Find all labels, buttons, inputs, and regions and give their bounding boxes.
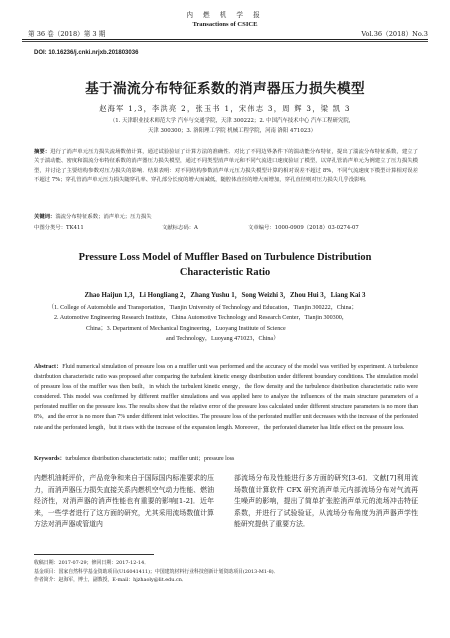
affiliation-en-line: （1. College of Automobile and Transportation，Tianjin University of Technology and Education，Tianjin 300222，China； [48,305,358,311]
keywords-zh [34,212,152,220]
clc-number: 中图分类号：TK411 [34,225,84,231]
body-column-right: 部流场分布及性能进行多方面的研究[3-6]．文献[7]利用流场数值计算软件 CFX 研究消声单元内部流场分布对气流再生噪声的影响，提出了简单扩张腔消声单元的流场冲击特征系数，并进行了试验验证，从流场分布角度为消声器声学性能研究提供了重要方法． [234,474,418,529]
footnote-funding: 基金项目：国家自然科学基金资助项目(U16041411)；中国建筑材料行业科技创新计划资助项目(2013-M1-8)． [34,568,279,575]
abstract-en-text: Fluid numerical simulation of pressure loss on a muffler unit was performed and the accuracy of the model was verified by experiment. A turbulence distribution characteristic ratio was proposed after comparing the turbulent kinetic energy distribution under different boundary conditions. The simulation model of pressure loss of the muffler was then built，in which the turbulent kinetic energy，the flow density and the turbulence distribution characteristic ratio were considered. This model was confirmed by different muffler simulations and was applied here to analyze the influences of the main structure parameters of a perforated muffler on the pressure loss. The results show that the relative error of the pressure loss calculated under different structure parameters is no more than 8%，and the error is no more than 7% under different inlet velocities. The pressure loss of the perforated muffler unit decreases with the increase of the perforated rate and the perforated length，but it rises with the increase of the expansion length. Moreover，the perforated diameter has little effect on the pressure loss. [34,364,419,431]
journal-name-zh: 内 燃 机 学 报 [186,11,264,19]
footnote-author: 作者简介：赵海军，博士，副教授，E-mail：hjzhaoly@lit.edu.cn． [34,577,187,584]
keywords-en [34,453,234,462]
title-en [0,250,450,280]
affiliation-en-line: and Technology，Luoyang 471023，China） [166,336,280,343]
affiliation-en-line: China；3. Department of Mechanical Engineering，Luoyang Institute of Science [86,325,286,332]
header-rule [22,39,428,40]
affiliation-zh-line: （1. 天津职业技术师范大学 汽车与交通学院，天津 300222；2. 中国汽车技术中心 汽车工程研究院， [109,118,355,124]
classification-row [34,223,418,231]
abstract-zh-label: 摘要： [34,149,51,155]
affiliation-zh-line: 天津 300300；3. 洛阳理工学院 机械工程学院，河南 洛阳 471023） [147,127,317,134]
authors-en: Zhao Haijun 1,3，Li Hongliang 2，Zhang Yushu 1，Song Weizhi 3，Zhou Hui 3，Liang Kai 3 [84,292,366,299]
footnote-received: 收稿日期：2017-07-29；修回日期：2017-12-14． [34,560,150,566]
title-en-line: Pressure Loss Model of Muffler Based on Turbulence Distribution [78,252,372,263]
affiliations-zh [54,117,410,137]
abstract-en-label: Abstract： [34,364,63,370]
body-column-left: 内燃机油耗评价，产品竞争和来自于国际国内标准要求的压力，而消声器压力损失直接关系内燃机空气动力性能、燃油经济性，对消声器的消声性能也有重要的影响[1-2]．近年来，一些学者进行了这方面的研究，尤其采用流场数值计算方法对消声器或管道内 [34,474,214,529]
keywords-zh-text: 湍流分布特征系数；消声单元；压力损失 [55,214,152,220]
document-code: 文献标志码：A [162,225,198,231]
doi: DOI: 10.16236/j.cnki.nrjxb.201803036 [34,50,139,56]
running-header-left: 第 36 卷（2018）第 3 期 [28,30,106,38]
abstract-zh-text: 进行了消声单元压力损失流场数值计算，通过试验验证了计算方法的准确性．对比了不同边界条件下的湍动能分布特征，提出了湍流分布特征系数，建立了关于湍动能、密度和湍流分布特征系数的消声器压力损失模型，通过不同类型消声单元和不同气流进口速度验证了模型，以穿孔管消声单元为例建立了压力损失模型，并讨论了主要结构参数对压力损失的影响．结果表明：对不同结构参数消声单元压力损失模型计算的相对误差不超过 8%，不同气流速度下模型计算相对误差不超过 7%；穿孔管消声单元压力损失随穿孔率、穿孔部分长度的增大而减低，随腔体直径的增大而增加，穿孔直径则对压力损失几乎没影响． [34,149,419,184]
footnote [34,559,424,585]
keywords-zh-label: 关键词： [34,214,56,220]
running-header-journal [0,11,450,29]
title-en-line: Characteristic Ratio [179,267,271,278]
header-rule-thin [22,41,428,42]
affiliations-en [48,303,420,345]
footnote-rule [34,554,154,555]
article-number: 文章编号：1000-0909（2018）03-0274-07 [248,225,359,231]
authors-zh: 赵海军 1,3，李洪亮 2，张玉书 1，宋伟志 3，周 辉 3，梁 凯 3 [99,104,351,113]
affiliation-en-line: 2. Automotive Engineering Research Institute，China Automotive Technology and Research Center，Tianjin 300300， [54,315,348,322]
abstract-zh [34,148,418,186]
keywords-en-label: Keywords： [34,456,66,462]
abstract-en [34,362,418,433]
keywords-en-text: turbulence distribution characteristic ratio；muffler unit；pressure loss [65,456,235,462]
journal-name-en: Transactions of CSICE [192,21,258,28]
running-header-right: Vol.36（2018）No.3 [361,30,428,38]
title-zh: 基于湍流分布特征系数的消声器压力损失模型 [85,81,365,97]
